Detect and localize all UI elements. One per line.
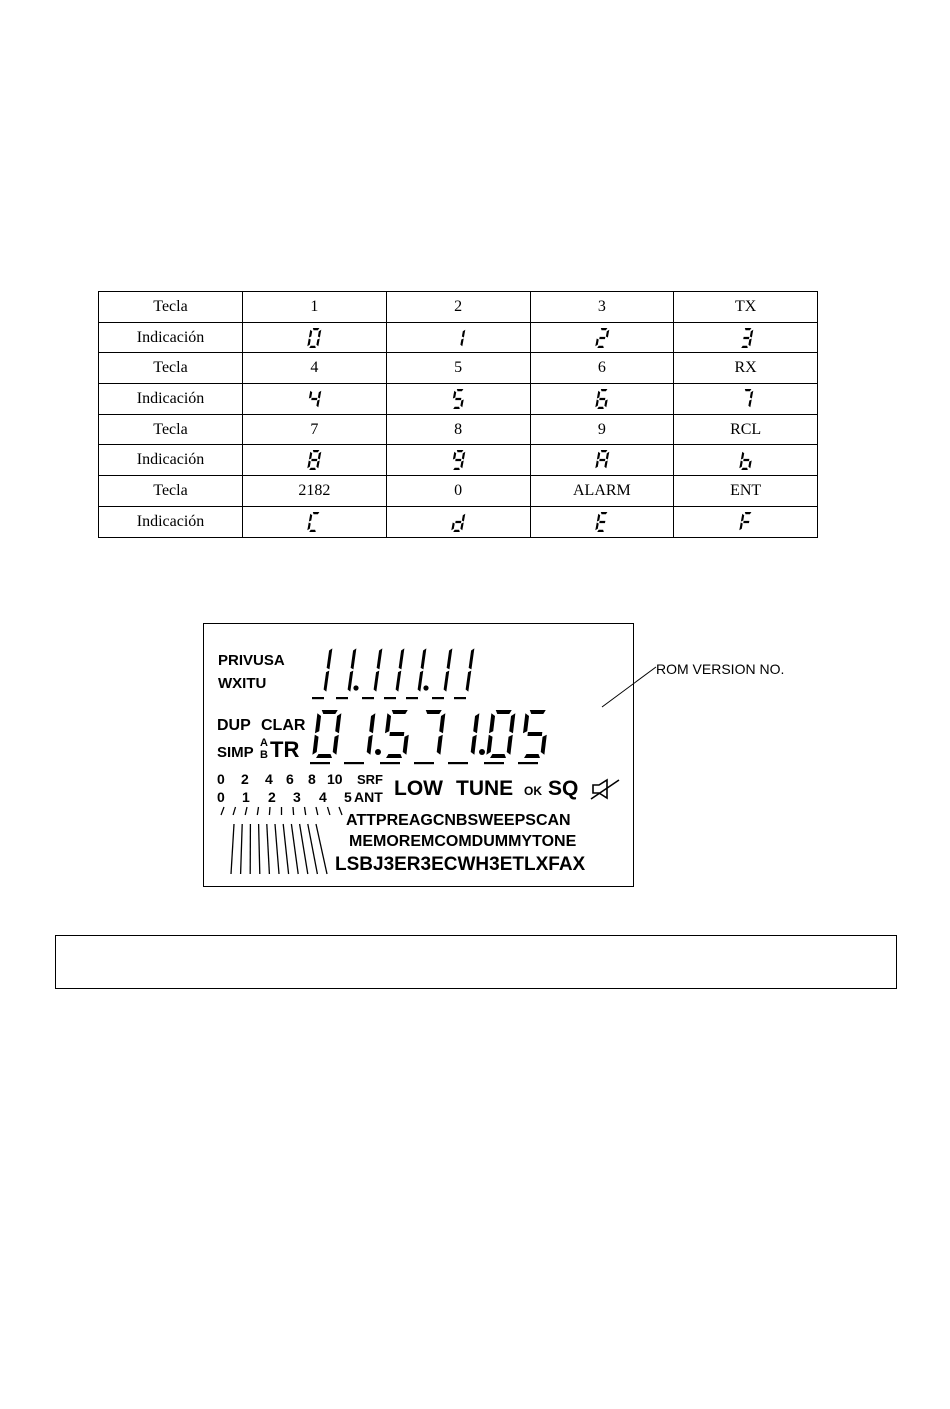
- meter-bar: [259, 824, 260, 874]
- meter-bar: [291, 824, 298, 874]
- segment-c: [471, 735, 477, 755]
- segment-g: [599, 521, 605, 523]
- main-readout-digit: [471, 713, 480, 755]
- meter-tick: [257, 807, 258, 815]
- top-readout-digit: [466, 648, 475, 691]
- segment-d: [310, 468, 317, 470]
- segment-g: [527, 732, 542, 736]
- segment-a: [601, 389, 608, 391]
- segment-b: [462, 513, 465, 521]
- meter-tick: [339, 807, 342, 815]
- top-readout-digit: [374, 648, 383, 691]
- sq-indicator: SQ: [548, 777, 579, 800]
- segment-digit-icon: [243, 506, 387, 537]
- key-cell: 8: [386, 414, 530, 445]
- lcd-display: [203, 623, 634, 887]
- segment-a: [313, 512, 320, 514]
- segment-c: [461, 399, 464, 407]
- segment-digit-svg: [447, 448, 469, 472]
- segment-c: [317, 399, 320, 407]
- table-row-indication-3: [99, 445, 818, 476]
- segment-digit-svg: [735, 448, 757, 472]
- key-indication-table: [98, 291, 818, 538]
- segment-c: [444, 671, 450, 692]
- segment-f: [309, 452, 312, 460]
- key-cell: RX: [674, 353, 818, 384]
- digit-underscore: [484, 762, 504, 764]
- segment-f: [523, 713, 529, 733]
- segment-f: [741, 513, 744, 521]
- key-cell: 4: [243, 353, 387, 384]
- rom-version-pointer: [600, 665, 660, 709]
- decimal-point: [423, 685, 428, 690]
- segment-a: [601, 512, 608, 514]
- meter-tick: [269, 807, 270, 815]
- digit-underscore: [454, 697, 466, 699]
- segment-e: [595, 338, 598, 346]
- segment-d: [597, 529, 604, 531]
- segment-c: [333, 735, 339, 755]
- segment-d: [490, 754, 506, 758]
- function-row-1: ATTPREAGCNBSWEEPSCAN: [346, 812, 571, 829]
- segment-g: [599, 459, 605, 461]
- segment-a: [744, 389, 751, 391]
- table-row-indication-4: [99, 506, 818, 537]
- digit-underscore: [362, 697, 374, 699]
- segment-b: [750, 329, 753, 337]
- segment-digit-svg: [447, 387, 469, 411]
- scale-label: 4: [265, 771, 273, 787]
- meter-bar: [275, 824, 279, 874]
- segment-g: [455, 398, 461, 400]
- segment-digit-svg: [735, 326, 757, 350]
- signal-meter-bars: [221, 807, 342, 874]
- segment-digit-svg: [591, 448, 613, 472]
- meter-bar: [267, 824, 270, 874]
- segment-d: [597, 345, 604, 347]
- segment-b: [335, 713, 341, 733]
- key-cell: 6: [530, 353, 674, 384]
- meter-bar: [241, 824, 243, 874]
- segment-digit-icon: [386, 445, 530, 476]
- segment-b: [327, 648, 333, 669]
- scale-label: 2: [268, 789, 276, 805]
- segment-a: [601, 450, 608, 452]
- mode-row: LSBJ3ER3ECWH3ETLXFAX: [335, 854, 586, 875]
- row-label: Tecla: [99, 292, 243, 323]
- meter-tick: [316, 807, 318, 815]
- digit-underscore: [384, 697, 396, 699]
- segment-digit-svg: [303, 326, 325, 350]
- segment-f: [453, 391, 456, 399]
- meter-bar: [231, 824, 234, 874]
- digit-underscore: [310, 762, 330, 764]
- segment-b: [318, 452, 321, 460]
- segment-d: [453, 529, 460, 531]
- segment-e: [595, 522, 598, 530]
- speaker-mute-icon: [589, 777, 625, 801]
- seven-segment-digit: [741, 328, 753, 348]
- meter-bar: [300, 824, 308, 874]
- segment-d: [386, 754, 402, 758]
- seven-segment-digit: [739, 512, 751, 530]
- segment-digit-svg: [591, 387, 613, 411]
- segment-digit-svg: [591, 510, 613, 534]
- segment-digit-icon: [674, 445, 818, 476]
- key-cell: 7: [243, 414, 387, 445]
- scale-label: 8: [308, 771, 316, 787]
- segment-a: [601, 328, 608, 330]
- segment-digit-svg: [303, 510, 325, 534]
- segment-g: [599, 336, 605, 338]
- segment-e: [308, 338, 311, 346]
- segment-g: [455, 521, 461, 523]
- segment-g: [743, 336, 749, 338]
- segment-c: [748, 338, 751, 346]
- segment-a: [530, 710, 546, 714]
- tune-indicator: TUNE: [456, 777, 514, 800]
- scale-label: 0: [217, 771, 225, 787]
- row-label: Tecla: [99, 476, 243, 507]
- table-row-keys-4: [99, 476, 818, 507]
- segment-digit-icon: [530, 322, 674, 353]
- key-cell: RCL: [674, 414, 818, 445]
- main-readout-digit: [426, 710, 446, 755]
- segment-b: [369, 713, 375, 733]
- segment-f: [315, 713, 321, 733]
- segment-d: [741, 345, 748, 347]
- segment-a: [313, 450, 320, 452]
- segment-d: [597, 407, 604, 409]
- segment-a: [744, 328, 751, 330]
- main-readout-digit: [486, 710, 515, 758]
- segment-e: [312, 735, 318, 755]
- segment-g: [455, 459, 461, 461]
- segment-b: [473, 713, 479, 733]
- segment-c: [324, 671, 330, 692]
- main-readout-digit: [523, 710, 547, 758]
- main-readout-digit: [312, 710, 341, 758]
- note-box: [55, 935, 897, 989]
- scale-label: 4: [319, 789, 327, 805]
- segment-c: [396, 671, 402, 692]
- segment-b: [318, 391, 321, 399]
- digit-underscore: [312, 697, 324, 699]
- table-row-keys-2: [99, 353, 818, 384]
- segment-e: [739, 522, 742, 530]
- segment-c: [461, 338, 464, 346]
- scale-label: 10: [327, 771, 343, 787]
- segment-c: [507, 735, 513, 755]
- segment-d: [316, 754, 332, 758]
- segment-c: [541, 735, 547, 755]
- segment-f: [597, 513, 600, 521]
- top-readout-digit: [444, 648, 453, 691]
- segment-digit-icon: [530, 384, 674, 415]
- key-cell: 3: [530, 292, 674, 323]
- segment-g: [389, 732, 404, 736]
- seven-segment-digit: [308, 450, 322, 470]
- key-cell: 1: [243, 292, 387, 323]
- segment-digit-icon: [674, 506, 818, 537]
- segment-digit-icon: [243, 384, 387, 415]
- segment-a: [457, 389, 464, 391]
- segment-d: [310, 345, 317, 347]
- segment-digit-svg: [303, 387, 325, 411]
- key-cell: ENT: [674, 476, 818, 507]
- decimal-point: [353, 685, 358, 690]
- segment-g: [312, 398, 318, 400]
- segment-b: [399, 648, 405, 669]
- seven-segment-digit: [453, 450, 465, 470]
- segment-e: [595, 461, 598, 469]
- segment-g: [312, 459, 318, 461]
- key-cell: 5: [386, 353, 530, 384]
- segment-a: [744, 512, 751, 514]
- segment-digit-icon: [386, 384, 530, 415]
- segment-b: [606, 452, 609, 460]
- segment-b: [447, 648, 453, 669]
- segment-c: [461, 522, 464, 530]
- meter-tick: [293, 807, 294, 815]
- segment-digit-svg: [303, 448, 325, 472]
- segment-d: [453, 407, 460, 409]
- segment-c: [317, 461, 320, 469]
- key-cell: 2182: [243, 476, 387, 507]
- table-row-indication-2: [99, 384, 818, 415]
- meter-bar: [308, 824, 318, 874]
- seven-segment-digit: [308, 328, 322, 348]
- key-cell: ALARM: [530, 476, 674, 507]
- segment-a: [426, 710, 442, 714]
- segment-e: [308, 522, 311, 530]
- segment-c: [374, 671, 380, 692]
- row-label: Indicación: [99, 445, 243, 476]
- digit-underscore: [518, 762, 538, 764]
- segment-f: [385, 713, 391, 733]
- segment-c: [604, 461, 607, 469]
- meter-tick: [305, 807, 306, 815]
- segment-f: [597, 452, 600, 460]
- digit-underscore: [448, 762, 468, 764]
- seven-segment-digit: [309, 391, 321, 407]
- ant-indicator: ANT: [354, 789, 383, 805]
- segment-d: [453, 468, 460, 470]
- segment-b: [606, 329, 609, 337]
- segment-f: [489, 713, 495, 733]
- segment-e: [486, 735, 492, 755]
- segment-f: [453, 452, 456, 460]
- segment-f: [309, 329, 312, 337]
- digit-underscore: [380, 762, 400, 764]
- segment-c: [748, 461, 751, 469]
- scale-label: 0: [217, 789, 225, 805]
- scale-label: 3: [293, 789, 301, 805]
- scale-label: 1: [242, 789, 250, 805]
- key-cell: 9: [530, 414, 674, 445]
- b-indicator: B: [260, 749, 268, 761]
- digit-underscore: [432, 697, 444, 699]
- segment-d: [524, 754, 540, 758]
- row-label: Tecla: [99, 414, 243, 445]
- segment-e: [595, 399, 598, 407]
- seven-segment-digit: [595, 389, 607, 409]
- top-readout-digit: [418, 648, 427, 691]
- ok-indicator: OK: [524, 784, 542, 798]
- seven-segment-digit: [308, 512, 320, 532]
- segment-c: [317, 338, 320, 346]
- segment-digit-icon: [530, 506, 674, 537]
- key-cell: 2: [386, 292, 530, 323]
- segment-digit-svg: [591, 326, 613, 350]
- segment-digit-svg: [735, 387, 757, 411]
- a-indicator: A: [260, 737, 268, 749]
- segment-digit-icon: [386, 322, 530, 353]
- digit-underscore: [406, 697, 418, 699]
- rom-version-label: ROM VERSION NO.: [656, 661, 785, 677]
- segment-digit-svg: [447, 326, 469, 350]
- segment-g: [743, 459, 749, 461]
- segment-c: [604, 399, 607, 407]
- scale-label: 6: [286, 771, 294, 787]
- segment-b: [351, 648, 357, 669]
- segment-b: [439, 713, 445, 733]
- segment-a: [496, 710, 512, 714]
- segment-c: [418, 671, 424, 692]
- seven-segment-digit: [453, 389, 464, 409]
- seven-segment-digit: [451, 513, 465, 531]
- low-indicator: LOW: [394, 777, 443, 800]
- meter-bar: [283, 824, 288, 874]
- segment-b: [750, 391, 753, 399]
- segment-digit-icon: [674, 384, 818, 415]
- decimal-point: [375, 749, 381, 755]
- segment-b: [318, 329, 321, 337]
- segment-e: [308, 461, 311, 469]
- row-label: Indicación: [99, 506, 243, 537]
- segment-digit-svg: [447, 510, 469, 534]
- meter-tick: [328, 807, 330, 815]
- top-readout-digit: [396, 648, 405, 691]
- meter-tick: [221, 807, 224, 815]
- privusa-indicator: PRIVUSA: [218, 652, 285, 669]
- segment-b: [421, 648, 427, 669]
- srf-indicator: SRF: [357, 772, 383, 787]
- segment-g: [743, 521, 749, 523]
- digit-underscore: [414, 762, 434, 764]
- scale-label: 5: [344, 789, 352, 805]
- seven-segment-digit: [744, 389, 752, 407]
- top-readout-digit: [348, 648, 357, 691]
- digit-underscore: [336, 697, 348, 699]
- segment-b: [462, 329, 465, 337]
- segment-f: [309, 513, 312, 521]
- segment-digit-icon: [243, 445, 387, 476]
- segment-digit-icon: [243, 322, 387, 353]
- segment-a: [457, 450, 464, 452]
- segment-digit-icon: [674, 322, 818, 353]
- main-readout-digit: [367, 713, 376, 755]
- simp-indicator: SIMP: [217, 744, 254, 761]
- meter-tick: [245, 807, 247, 815]
- row-label: Indicación: [99, 384, 243, 415]
- segment-d: [741, 468, 748, 470]
- segment-g: [599, 398, 605, 400]
- meter-bar: [316, 824, 327, 874]
- scale-label: 2: [241, 771, 249, 787]
- segment-c: [403, 735, 409, 755]
- top-readout-digit: [324, 648, 333, 691]
- table-row-keys-1: [99, 292, 818, 323]
- segment-b: [462, 452, 465, 460]
- segment-f: [741, 452, 744, 460]
- segment-digit-svg: [735, 510, 757, 534]
- segment-c: [461, 461, 464, 469]
- seven-segment-digit: [595, 512, 607, 532]
- clar-indicator: CLAR: [261, 717, 306, 734]
- segment-f: [309, 391, 312, 399]
- key-cell: TX: [674, 292, 818, 323]
- segment-e: [451, 522, 454, 530]
- dup-indicator: DUP: [217, 717, 251, 734]
- table-row-keys-3: [99, 414, 818, 445]
- segment-b: [509, 713, 515, 733]
- segment-a: [322, 710, 338, 714]
- segment-digit-icon: [386, 506, 530, 537]
- wxitu-indicator: WXITU: [218, 675, 267, 692]
- segment-digit-icon: [530, 445, 674, 476]
- segment-a: [313, 328, 320, 330]
- segment-f: [597, 391, 600, 399]
- segment-c: [437, 735, 443, 755]
- segment-c: [466, 671, 472, 692]
- segment-c: [367, 735, 373, 755]
- segment-a: [392, 710, 408, 714]
- seven-segment-digit: [595, 450, 609, 468]
- meter-tick: [233, 807, 235, 815]
- segment-d: [310, 529, 317, 531]
- seven-segment-digit: [461, 329, 466, 345]
- segment-c: [348, 671, 354, 692]
- seven-segment-digit: [739, 452, 751, 470]
- row-label: Tecla: [99, 353, 243, 384]
- table-row-indication-1: [99, 322, 818, 353]
- segment-b: [469, 648, 475, 669]
- tr-indicator: TR: [270, 737, 300, 762]
- decimal-point: [479, 749, 485, 755]
- key-cell: 0: [386, 476, 530, 507]
- segment-e: [739, 461, 742, 469]
- segment-c: [748, 399, 751, 407]
- row-label: Indicación: [99, 322, 243, 353]
- segment-b: [377, 648, 383, 669]
- seven-segment-digit: [595, 328, 609, 348]
- digit-underscore: [344, 762, 364, 764]
- function-row-2: MEMOREMCOMDUMMYTONE: [349, 833, 577, 850]
- main-readout-digit: [385, 710, 409, 758]
